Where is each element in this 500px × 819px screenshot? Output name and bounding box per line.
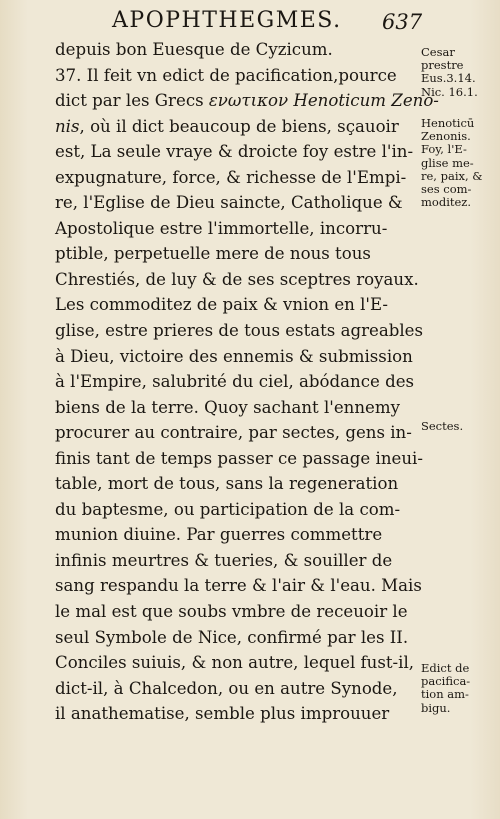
note-line: re, paix, &: [421, 168, 483, 183]
note-line: ses com-: [421, 182, 472, 197]
text-line: biens de la terre. Quoy sachant l'ennemy: [55, 397, 400, 417]
text-line: du baptesme, ou participation de la com-: [55, 499, 401, 519]
page-number: 637: [382, 10, 423, 34]
text-line: dict par les Grecs ενωτικον Henoticum Zeno-: [55, 91, 439, 111]
text-line: table, mort de tous, sans la regeneration: [55, 474, 399, 494]
text-line: seul Symbole de Nice, confirmé par les II.: [55, 627, 409, 647]
text-line: finis tant de temps passer ce passage ineui-: [55, 448, 423, 468]
text-line: ptible, perpetuelle mere de nous tous: [55, 244, 371, 264]
text-line: Conciles suiuis, & non autre, lequel fust-il,: [55, 653, 415, 673]
note-line: bigu.: [421, 700, 451, 715]
page-header: [0, 6, 500, 38]
note-line: Cesar: [421, 45, 455, 59]
text-line: depuis bon Euesque de Cyzicum.: [55, 40, 333, 59]
note-line: Zenonis.: [421, 129, 471, 144]
note-line: Edict de: [421, 661, 470, 675]
text-line: sang respandu la terre & l'air & l'eau. Mais: [55, 576, 422, 596]
text-line: dict-il, à Chalcedon, ou en autre Synode,: [55, 678, 398, 698]
text-line: Les commoditez de paix & vnion en l'E-: [55, 295, 389, 315]
text-line: glise, estre prieres de tous estats agreables: [55, 321, 424, 341]
running-head: APOPHTHEGMES.: [112, 8, 342, 33]
text-line: le mal est que soubs vmbre de receuoir le: [55, 602, 408, 622]
text-line: re, l'Eglise de Dieu saincte, Catholique &: [55, 193, 403, 213]
text-line: munion diuine. Par guerres commettre: [55, 525, 383, 545]
margin-note-sectes: [421, 420, 497, 433]
note-line: Henoticū: [421, 116, 475, 130]
margin-note-edict: [421, 662, 497, 715]
note-line: moditez.: [421, 195, 472, 210]
margin-note-henoticum: [421, 117, 497, 209]
text-line: Apostolique estre l'immortelle, incorru-: [55, 218, 388, 238]
note-line: Foy, l'E-: [421, 142, 467, 157]
text-line: nis, où il dict beaucoup de biens, sçauoir: [55, 116, 399, 136]
text-line: 37. Il feit vn edict de pacification,pource: [55, 65, 397, 85]
note-line: Sectes.: [421, 419, 464, 433]
note-line: tion am-: [421, 687, 469, 702]
note-line: glise me-: [421, 155, 474, 170]
text-line: il anathematise, semble plus improuuer: [55, 704, 390, 724]
note-line: Eus.3.14.: [421, 71, 476, 86]
text-line: à l'Empire, salubrité du ciel, abódance des: [55, 372, 415, 392]
margin-note-cesar: [421, 46, 497, 99]
text-line: à Dieu, victoire des ennemis & submission: [55, 346, 413, 366]
text-line: infinis meurtres & tueries, & souiller de: [55, 550, 393, 570]
text-line: est, La seule vraye & droicte foy estre l'in-: [55, 142, 414, 162]
note-line: prestre: [421, 58, 464, 73]
note-line: pacifica-: [421, 674, 471, 689]
text-line: Chrestiés, de luy & de ses sceptres royaux.: [55, 269, 419, 289]
text-line: expugnature, force, & richesse de l'Empi-: [55, 167, 407, 187]
note-line: Nic. 16.1.: [421, 84, 478, 99]
text-line: procurer au contraire, par sectes, gens in-: [55, 423, 412, 443]
